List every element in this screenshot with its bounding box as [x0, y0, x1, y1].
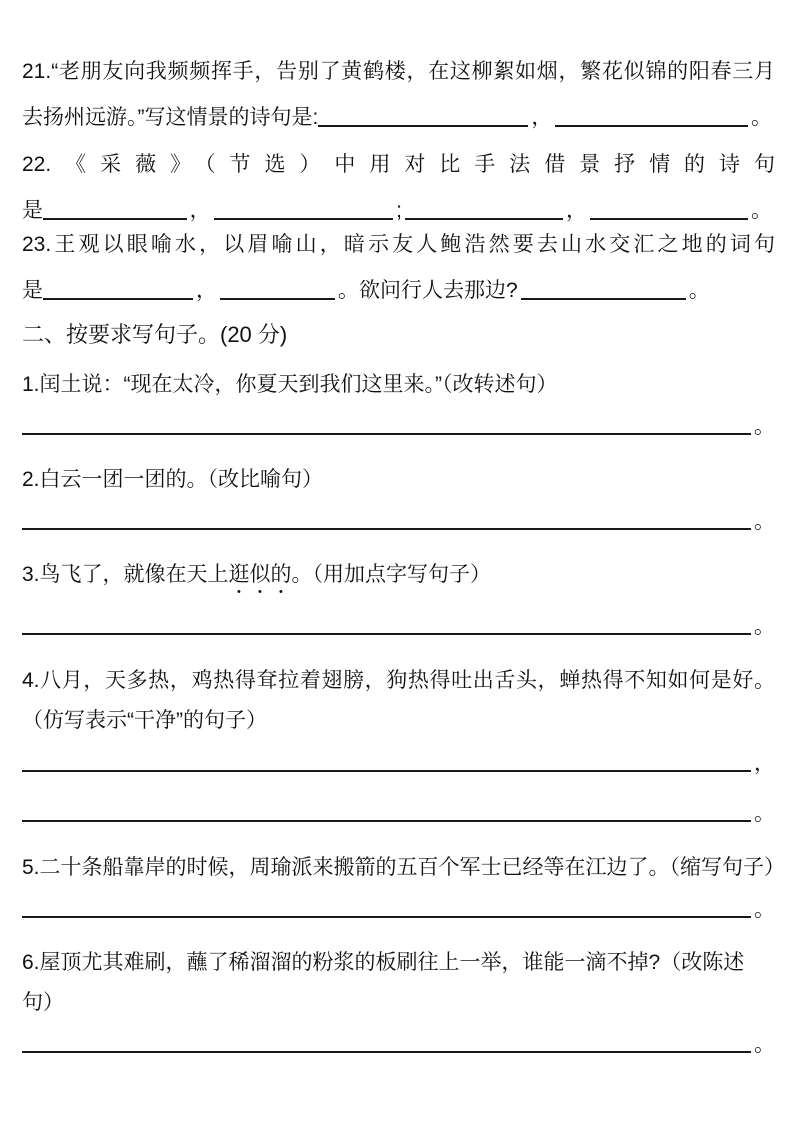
end-period: 。: [751, 199, 772, 222]
question-5-answer-line: [22, 888, 775, 922]
end-period: 。: [751, 106, 772, 129]
answer-blank-line: [22, 407, 751, 435]
question-21-line1: 21.“老朋友向我频频挥手，告别了黄鹤楼，在这柳絮如烟，繁花似锦的阳春三月: [22, 60, 775, 83]
fill-blank: [318, 95, 528, 127]
question-23-line1: 23.王观以眼喻水，以眉喻山，暗示友人鲍浩然要去山水交汇之地的词句: [22, 233, 775, 256]
question-21-prompt: 去扬州远游。”写这情景的诗句是:: [22, 106, 319, 129]
fill-blank: [214, 188, 394, 220]
fill-blank: [405, 188, 563, 220]
fill-blank: [590, 188, 748, 220]
question-3-answer-line: [22, 605, 775, 639]
question-23: [22, 225, 775, 305]
end-period: 。: [754, 802, 775, 825]
end-period: 。: [754, 415, 775, 438]
end-period: 。: [688, 279, 710, 302]
end-period: 。: [754, 898, 775, 921]
fill-blank: [555, 95, 748, 127]
fill-blank: [521, 268, 686, 300]
answer-blank-line: [22, 794, 751, 822]
answer-blank-line: [22, 607, 751, 635]
question-3-dotted-words: 逛似的: [228, 563, 292, 586]
question-2-text: 2.白云一团一团的。（改比喻句）: [22, 468, 324, 491]
question-3-pre: 3.鸟飞了，就像在天上: [22, 563, 229, 586]
end-comma: ，: [754, 752, 775, 775]
question-22-prompt: 是: [22, 199, 43, 222]
question-6-text: 6.屋顶尤其难刷，蘸了稀溜溜的粉浆的板刷往上一举，谁能一滴不掉?（改陈述句）: [22, 951, 745, 1014]
question-4-answer-line-2: [22, 792, 775, 826]
question-2-answer-line: [22, 500, 775, 534]
answer-blank-line: [22, 1025, 751, 1053]
worksheet-page: [22, 52, 786, 1057]
question-23-prompt: 是: [22, 279, 43, 302]
question-6-answer-line: [22, 1023, 775, 1057]
separator-comma: ，: [531, 106, 553, 129]
end-period: 。: [754, 1033, 775, 1056]
question-21: [22, 52, 775, 132]
question-3-text: [22, 555, 775, 598]
fill-blank: [220, 268, 335, 300]
section-2-heading: 二、按要求写句子。(20 分): [22, 322, 288, 347]
end-period: 。: [754, 510, 775, 533]
separator-comma: ，: [566, 199, 587, 222]
separator-semicolon: ;: [396, 199, 402, 222]
question-23-answer-line: [22, 265, 775, 305]
answer-blank-line: [22, 744, 751, 772]
question-22-answer-line: [22, 185, 775, 225]
question-23-mid-text: 。欲问行人去那边?: [338, 279, 518, 302]
separator-comma: ，: [189, 199, 211, 222]
answer-blank-line: [22, 502, 751, 530]
question-5-text: 5.二十条船靠岸的时候，周瑜派来搬箭的五百个军士已经等在江边了。（缩写句子）: [22, 856, 786, 879]
question-1-text: 1.闰土说：“现在太冷，你夏天到我们这里来。”（改转述句）: [22, 373, 558, 396]
question-3-post: 。（用加点字写句子）: [291, 563, 492, 586]
question-1-answer-line: [22, 405, 775, 439]
fill-blank: [43, 188, 187, 220]
end-period: 。: [754, 615, 775, 638]
question-22: [22, 145, 775, 225]
question-4-text: 4.八月，天多热，鸡热得耷拉着翅膀，狗热得吐出舌头，蝉热得不知如何是好。（仿写表示“干净”的句子）: [22, 669, 775, 732]
question-21-answer-line: [22, 92, 775, 132]
fill-blank: [43, 268, 193, 300]
answer-blank-line: [22, 890, 751, 918]
question-4-answer-line-1: [22, 742, 775, 776]
separator-comma: ，: [196, 279, 217, 302]
question-22-line1: 22.《采薇》（节选）中用对比手法借景抒情的诗句: [22, 153, 775, 176]
